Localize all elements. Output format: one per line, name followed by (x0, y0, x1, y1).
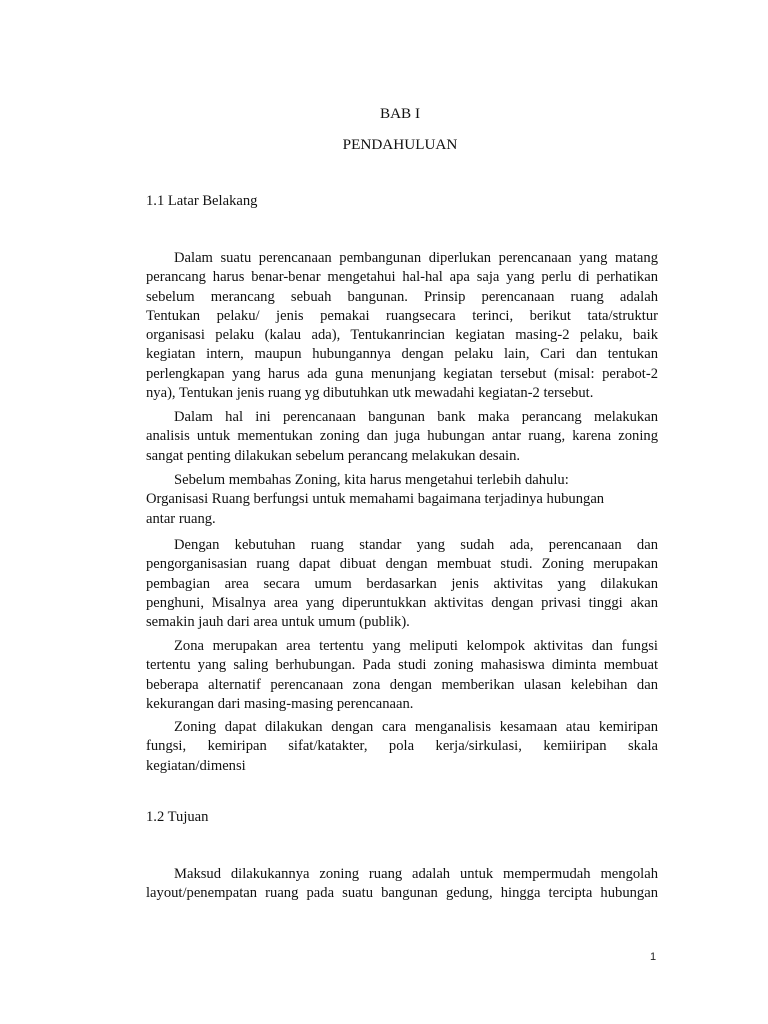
text-line: antar ruang. (146, 510, 216, 527)
text-line: Tentukan pelaku/ jenis pemakai ruangsecara terinci, berikut tata/struktur (146, 307, 658, 324)
text-line: Zona merupakan area tertentu yang meliputi kelompok aktivitas dan fungsi (174, 638, 658, 654)
text-line: fungsi, kemiripan sifat/katakter, pola kerja/sirkulasi, kemiiripan skala (146, 738, 658, 755)
paragraph (146, 865, 658, 904)
text-line: Zoning dapat dilakukan dengan cara menganalisis kesamaan atau kemiripan (174, 719, 658, 735)
text-line: layout/penempatan ruang pada suatu bangunan gedung, hingga tercipta hubungan (146, 885, 658, 902)
text-line: perancang harus benar-benar mengetahui hal-hal apa saja yang perlu di perhatikan (146, 269, 658, 286)
paragraph (146, 718, 658, 776)
text-line: nya), Tentukan jenis ruang yg dibutuhkan utk mewadahi kegiatan-2 tersebut. (146, 385, 594, 402)
page-number: 1 (650, 951, 657, 963)
text-line: beberapa alternatif perencanaan zona dengan memberikan ulasan kelebihan dan (146, 676, 658, 693)
paragraph (146, 536, 658, 632)
text-line: pengorganisasian ruang dapat dibuat dengan membuat studi. Zoning merupakan (146, 556, 658, 573)
section-heading-latar-belakang: 1.1 Latar Belakang (146, 193, 258, 209)
text-line: analisis untuk mementukan zoning dan juga hubungan antar ruang, karena zoning (146, 428, 658, 445)
text-line: penghuni, Misalnya area yang diperuntukkan aktivitas dengan privasi tinggi akan (146, 594, 658, 611)
text-line: Organisasi Ruang berfungsi untuk memahami bagaimana terjadinya hubungan (146, 491, 605, 508)
text-line: Dalam suatu perencanaan pembangunan diperlukan perencanaan yang matang (174, 250, 658, 266)
text-line: Maksud dilakukannya zoning ruang adalah untuk mempermudah mengolah (174, 866, 658, 882)
text-line: perlengkapan yang harus ada guna menunjang kegiatan tersebut (misal: perabot-2 (146, 365, 658, 382)
paragraph (146, 249, 658, 403)
text-line: tertentu yang saling berhubungan. Pada studi zoning mahasiswa diminta membuat (146, 657, 658, 674)
paragraph (146, 408, 658, 466)
text-line: kekurangan dari masing-masing perencanaan. (146, 695, 414, 712)
paragraph (146, 637, 658, 714)
text-line: Dalam hal ini perencanaan bangunan bank maka perancang melakukan (174, 409, 658, 425)
text-line: Dengan kebutuhan ruang standar yang sudah ada, perencanaan dan (174, 537, 658, 553)
text-line: pembagian area secara umum berdasarkan jenis aktivitas yang dilakukan (146, 575, 658, 592)
text-line: organisasi pelaku (kalau ada), Tentukanrincian kegiatan masing-2 pelaku, baik (146, 327, 658, 344)
section-heading-tujuan: 1.2 Tujuan (146, 809, 209, 825)
text-line: kegiatan intern, maupun hubungannya dengan pelaku lain, Cari dan tentukan (146, 346, 658, 363)
text-line: sangat penting dilakukan sebelum perancang melakukan desain. (146, 447, 521, 464)
chapter-number: BAB I (379, 105, 421, 122)
text-line: sebelum merancang sebuah bangunan. Prinsip perencanaan ruang adalah (146, 288, 658, 305)
chapter-title: PENDAHULUAN (342, 136, 458, 153)
text-line: kegiatan/dimensi (146, 757, 246, 774)
text-line: semakin jauh dari area untuk umum (publik). (146, 614, 410, 631)
paragraph (146, 471, 658, 529)
text-line: Sebelum membahas Zoning, kita harus mengetahui terlebih dahulu: (174, 472, 569, 488)
